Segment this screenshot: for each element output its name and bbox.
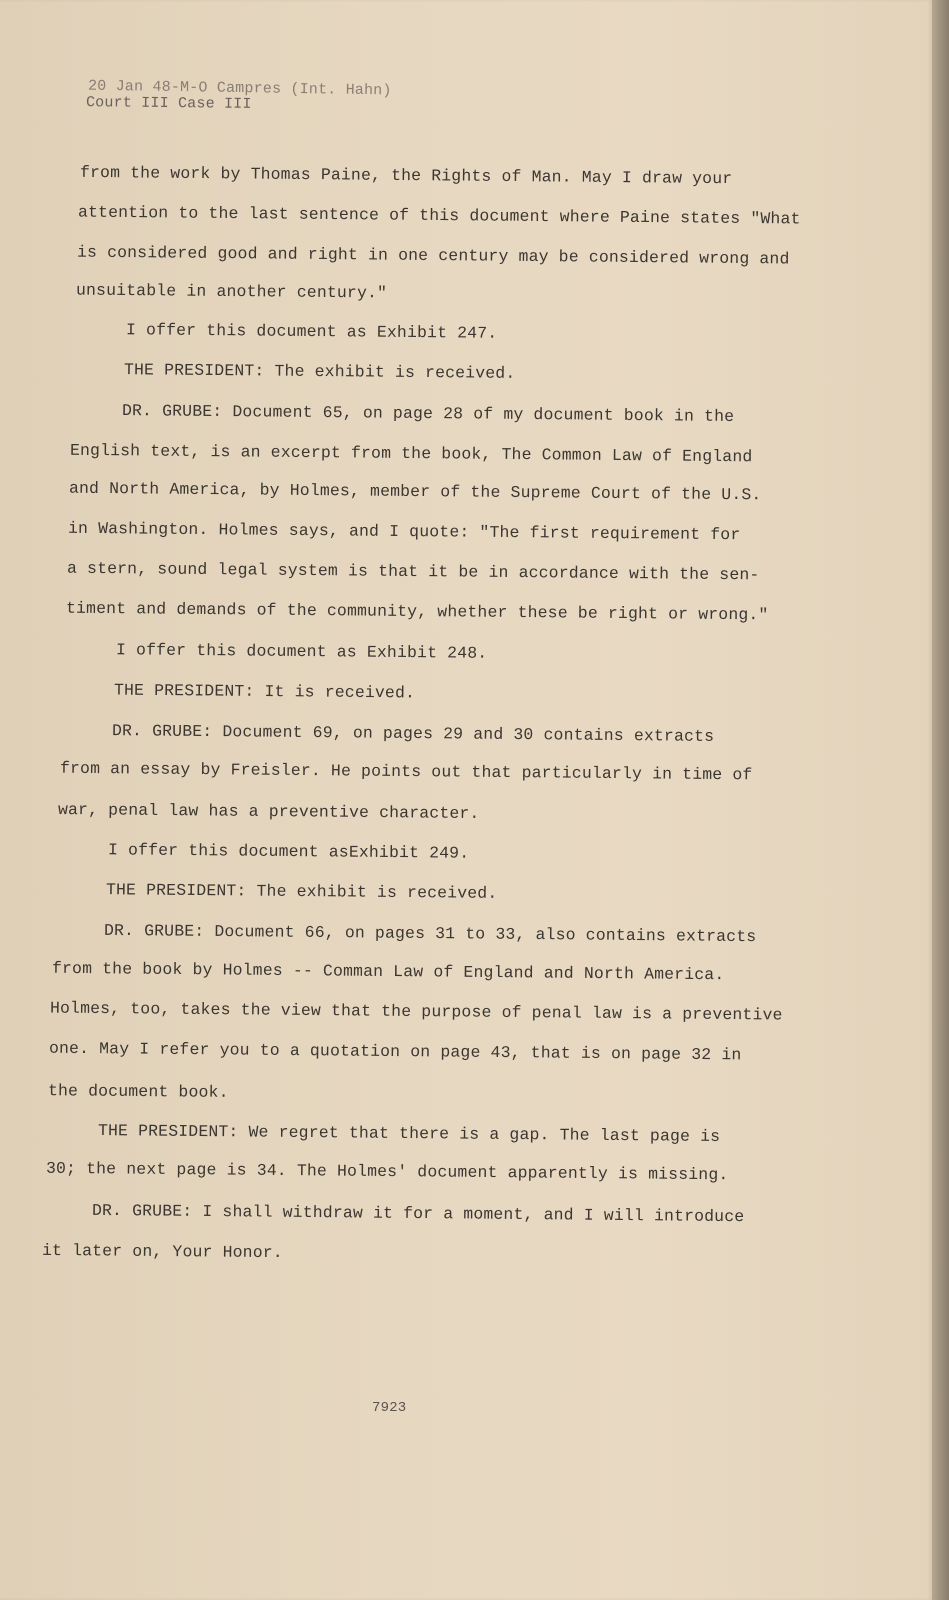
text-line-4: unsuitable in another century." — [75, 280, 388, 303]
text-line-16: from an essay by Freisler. He points out that particularly in time of — [59, 758, 753, 785]
page-number: 7923 — [372, 1400, 407, 1416]
text-line-6: THE PRESIDENT: The exhibit is received. — [123, 360, 516, 383]
text-line-21: from the book by Holmes -- Comman Law of England and North America. — [51, 958, 725, 985]
text-line-18: I offer this document asExhibit 249. — [107, 840, 470, 863]
text-line-2: attention to the last sentence of this document where Paine states "What — [77, 202, 801, 229]
text-line-10: in Washington. Holmes says, and I quote: "The first requirement for — [67, 518, 741, 545]
text-line-5: I offer this document as Exhibit 247. — [125, 320, 498, 343]
text-line-26: 30; the next page is 34. The Holmes' document apparently is missing. — [45, 1158, 729, 1185]
text-line-13: I offer this document as Exhibit 248. — [115, 640, 488, 663]
text-line-17: war, penal law has a preventive character. — [57, 799, 480, 824]
header-date-line: 20 Jan 48-M-O Campres (Int. Hahn) — [87, 77, 392, 100]
text-line-25: THE PRESIDENT: We regret that there is a gap. The last page is — [97, 1121, 721, 1146]
text-line-27: DR. GRUBE: I shall withdraw it for a moment, and I will introduce — [91, 1200, 745, 1227]
text-line-3: is considered good and right in one century may be considered wrong and — [76, 242, 790, 269]
text-line-22: Holmes, too, takes the view that the purpose of penal law is a preventive — [49, 998, 783, 1025]
text-line-14: THE PRESIDENT: It is received. — [113, 680, 416, 703]
text-line-15: DR. GRUBE: Document 69, on pages 29 and 30 contains extracts — [111, 721, 715, 746]
text-line-7: DR. GRUBE: Document 65, on page 28 of my document book in the — [121, 401, 735, 426]
text-line-24: the document book. — [47, 1081, 229, 1102]
text-line-19: THE PRESIDENT: The exhibit is received. — [105, 880, 498, 903]
text-line-11: a stern, sound legal system is that it be in accordance with the sen- — [66, 558, 760, 585]
text-line-23: one. May I refer you to a quotation on page 43, that is on page 32 in — [48, 1038, 742, 1065]
text-line-28: it later on, Your Honor. — [41, 1240, 283, 1263]
text-line-8: English text, is an excerpt from the book, The Common Law of England — [69, 440, 753, 467]
text-line-12: timent and demands of the community, whether these be right or wrong." — [65, 598, 769, 625]
text-line-9: and North America, by Holmes, member of the Supreme Court of the U.S. — [68, 478, 762, 505]
page-edge — [932, 0, 949, 1600]
header-court-line: Court III Case III — [85, 94, 252, 113]
text-line-1: from the work by Thomas Paine, the Rights of Man. May I draw your — [79, 162, 733, 189]
text-line-20: DR. GRUBE: Document 66, on pages 31 to 33, also contains extracts — [103, 920, 757, 947]
